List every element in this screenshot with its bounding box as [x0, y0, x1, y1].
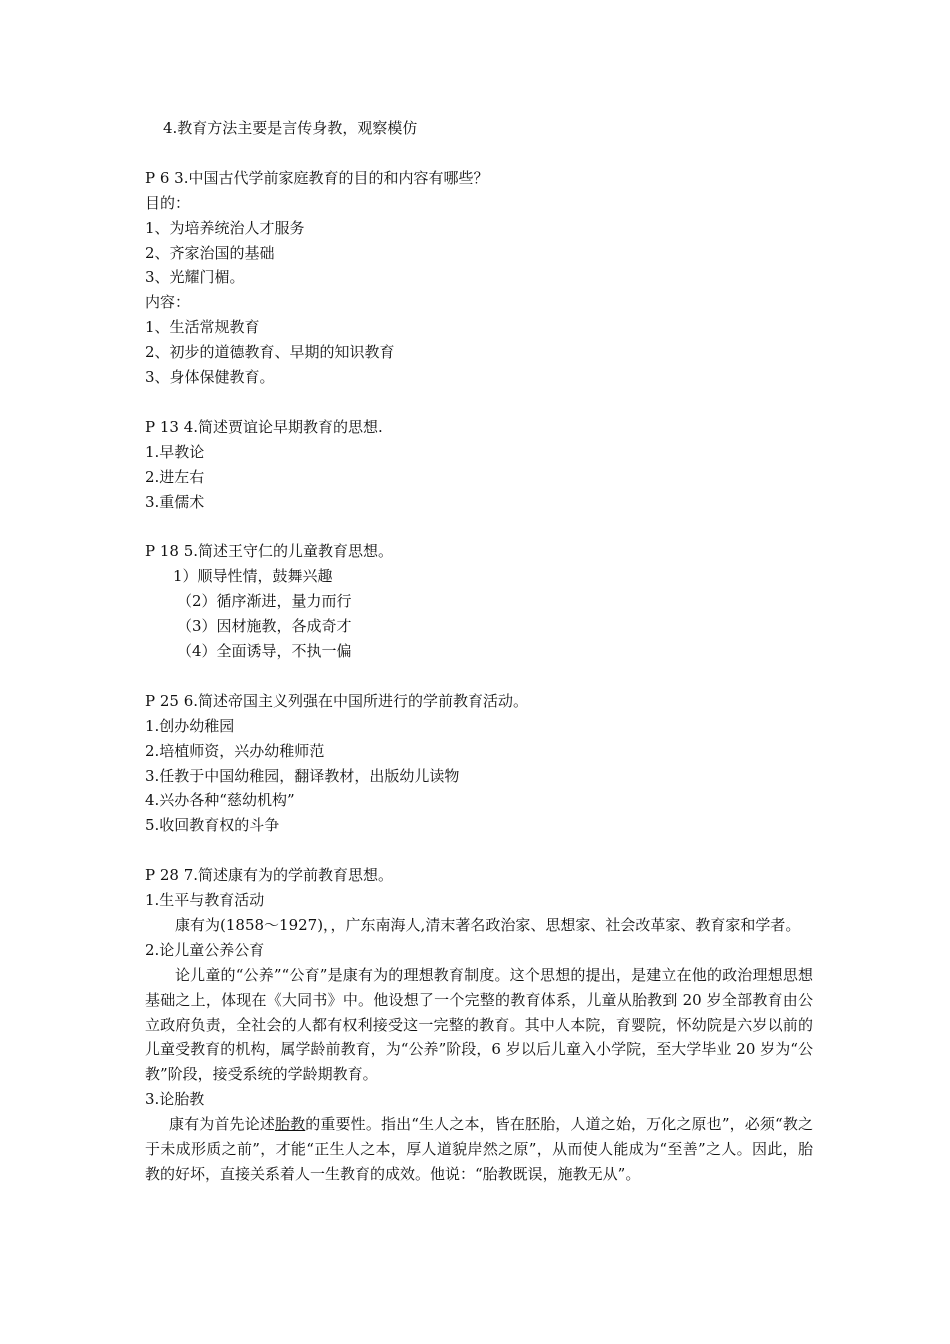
question-7-title: P 28 7.简述康有为的学前教育思想。	[145, 866, 394, 885]
spacer	[145, 838, 813, 863]
spacer	[145, 141, 813, 166]
method-line: 4.教育方法主要是言传身教，观察模仿	[163, 119, 418, 137]
paragraph: 论儿童的“公养”“公育”是康有为的理想教育制度。这个思想的提出，是建立在他的政治理想思想基础之上，体现在《大同书》中。他设想了一个完整的教育体系，儿童从胎教到 20 岁全部教育由公立政府负责，全社会的人都有权利接受这一完整的教育。其中人本院，育婴院，怀幼院是六岁以前的儿童受教育的机构，属学龄前教育，为“公养”阶段，6 岁以后儿童入小学院，至大学毕业 20 岁为“公教”阶段，接受系统的学龄期教育。	[145, 965, 813, 1084]
text-run: 康有为首先论述	[169, 1115, 275, 1134]
list-item: 3.重儒术	[145, 492, 205, 511]
content-label: 内容：	[145, 293, 191, 312]
list-item: 1、生活常规教育	[145, 318, 260, 337]
list-item: 2.培植师资，兴办幼稚师范	[145, 741, 325, 760]
document-page	[145, 116, 813, 1187]
question-3-title: P 6 3.中国古代学前家庭教育的目的和内容有哪些？	[145, 168, 489, 187]
list-item: （4）全面诱导，不执一偏	[177, 641, 352, 660]
list-item: 1）顺导性情，鼓舞兴趣	[173, 567, 333, 586]
list-item: 1.早教论	[145, 442, 205, 461]
list-item: 2、齐家治国的基础	[145, 243, 275, 262]
question-4-title: P 13 4.简述贾谊论早期教育的思想.	[145, 417, 383, 436]
list-item: （3）因材施教，各成奇才	[177, 617, 352, 636]
list-item: 1、为培养统治人才服务	[145, 218, 305, 237]
paragraph: 康有为(1858～1927)，，广东南海人,清末著名政治家、思想家、社会改革家、教育家和学者。	[175, 915, 801, 934]
section-title: 2.论儿童公养公育	[145, 940, 265, 959]
list-item: 5.收回教育权的斗争	[145, 816, 280, 835]
spacer	[145, 390, 813, 415]
spacer	[145, 514, 813, 539]
purpose-label: 目的：	[145, 193, 191, 212]
list-item: 3、身体保健教育。	[145, 368, 275, 387]
question-5-title: P 18 5.简述王守仁的儿童教育思想。	[145, 542, 394, 561]
section-title: 1.生平与教育活动	[145, 891, 265, 910]
text-run: 的重要性。指出“生人之本，皆在胚胎，人道之始，万化之原也”，必须“教之于未成形质之前”，才能“正生人之本，厚人道貌岸然之原”，从而使人能成为“至善”之人。因此，胎教的好坏，直接关系着人一生教育的成效。他说：“胎教既误，施教无从”。	[145, 1115, 813, 1183]
section-title: 3.论胎教	[145, 1090, 205, 1109]
list-item: 3、光耀门楣。	[145, 268, 245, 287]
list-item: 3.任教于中国幼稚园，翻译教材，出版幼儿读物	[145, 766, 460, 785]
list-item: 2.进左右	[145, 467, 205, 486]
paragraph	[145, 1112, 813, 1187]
list-item: 2、初步的道德教育、早期的知识教育	[145, 343, 395, 362]
underlined-term: 胎教	[274, 1115, 306, 1134]
spacer	[145, 664, 813, 689]
list-item: 1.创办幼稚园	[145, 716, 235, 735]
list-item: 4.兴办各种“慈幼机构”	[145, 791, 295, 810]
list-item: （2）循序渐进，量力而行	[177, 592, 352, 611]
question-6-title: P 25 6.简述帝国主义列强在中国所进行的学前教育活动。	[145, 691, 529, 710]
